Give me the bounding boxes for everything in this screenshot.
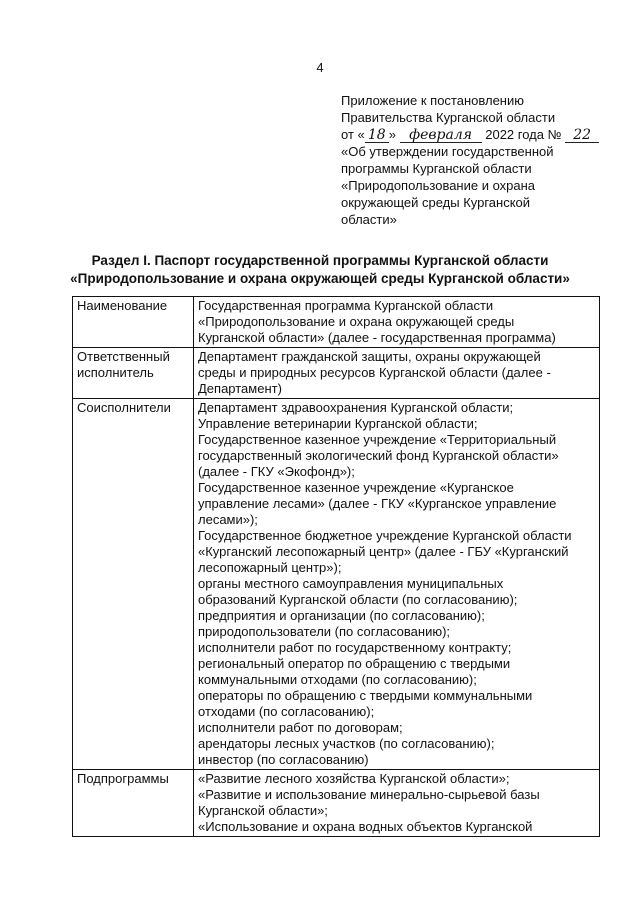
appendix-title-line: программы Курганской области	[341, 161, 532, 176]
passport-table	[72, 296, 600, 837]
section-title	[40, 252, 600, 288]
value-line: «Природопользование и охрана окружающей среды	[198, 314, 515, 329]
handwritten-month: февраля	[400, 129, 482, 143]
appendix-title-line: окружающей среды Курганской	[341, 195, 531, 210]
value-line: исполнители работ по договорам;	[198, 720, 403, 735]
appendix-block	[341, 92, 631, 228]
value-line: арендаторы лесных участков (по согласованию);	[198, 736, 495, 751]
value-line: Департамент здравоохранения Курганской области;	[198, 400, 514, 415]
section-title-line: Раздел I. Паспорт государственной программы Курганской области	[91, 253, 549, 268]
value-line: операторы по обращению с твердыми коммунальными	[198, 688, 533, 703]
value-line: Департамент)	[198, 381, 282, 396]
appendix-line: Приложение к постановлению	[341, 93, 524, 108]
value-line: Государственное казенное учреждение «Курганское	[198, 480, 514, 495]
value-line: Государственная программа Курганской области	[198, 298, 494, 313]
appendix-title-line: «Об утверждении государственной	[341, 144, 554, 159]
table-row	[73, 770, 600, 837]
date-close: »	[388, 127, 396, 142]
row-label: Ответственный исполнитель	[73, 348, 194, 399]
value-line: среды и природных ресурсов Курганской области (далее -	[198, 365, 551, 380]
value-line: Государственное казенное учреждение «Территориальный	[198, 432, 557, 447]
value-line: лесами»);	[198, 512, 258, 527]
value-line: «Курганский лесопожарный центр» (далее - ГБУ «Курганский	[198, 544, 569, 559]
value-line: Курганской области» (далее - государственная программа)	[198, 330, 556, 345]
appendix-title	[341, 143, 631, 228]
value-line: «Использование и охрана водных объектов Курганской	[198, 819, 533, 834]
row-label: Подпрограммы	[73, 770, 194, 837]
appendix-title-line: области»	[341, 212, 397, 227]
value-line: лесопожарный центр»);	[198, 560, 342, 575]
page-number: 4	[316, 60, 324, 75]
table-row	[73, 297, 600, 348]
row-label: Соисполнители	[73, 399, 194, 770]
value-line: Государственное бюджетное учреждение Курганской области	[198, 528, 572, 543]
row-value	[194, 348, 600, 399]
value-line: отходами (по согласованию);	[198, 704, 375, 719]
row-value	[194, 297, 600, 348]
value-line: региональный оператор по обращению с твердыми	[198, 656, 511, 671]
appendix-line: Правительства Курганской области	[341, 110, 556, 125]
value-line: «Развитие и использование минерально-сырьевой базы	[198, 787, 540, 802]
row-value	[194, 770, 600, 837]
table-row	[73, 348, 600, 399]
value-line: Курганской области»;	[198, 803, 328, 818]
value-line: (далее - ГКУ «Экофонд»);	[198, 464, 355, 479]
value-line: Управление ветеринарии Курганской области;	[198, 416, 478, 431]
value-line: органы местного самоуправления муниципальных	[198, 576, 504, 591]
value-line: «Развитие лесного хозяйства Курганской области»;	[198, 771, 510, 786]
appendix-date-line	[341, 126, 631, 143]
row-value	[194, 399, 600, 770]
value-line: образований Курганской области (по согласованию);	[198, 592, 518, 607]
date-year: 2022 года №	[485, 127, 562, 142]
value-line: коммунальными отходами (по согласованию);	[198, 672, 477, 687]
table-row	[73, 399, 600, 770]
appendix-title-line: «Природопользование и охрана	[341, 178, 536, 193]
handwritten-doc-number: 22	[565, 129, 599, 143]
value-line: предприятия и организации (по согласованию);	[198, 608, 485, 623]
value-line: инвестор (по согласованию)	[198, 752, 369, 767]
section-title-line: «Природопользование и охрана окружающей среды Курганской области»	[70, 271, 570, 286]
value-line: природопользователи (по согласованию);	[198, 624, 451, 639]
value-line: исполнители работ по государственному контракту;	[198, 640, 512, 655]
value-line: государственный экологический фонд Курганской области»	[198, 448, 559, 463]
value-line: управление лесами» (далее - ГКУ «Курганское управление	[198, 496, 557, 511]
value-line: Департамент гражданской защиты, охраны окружающей	[198, 349, 541, 364]
row-label: Наименование	[73, 297, 194, 348]
date-prefix: от «	[341, 127, 365, 142]
handwritten-day: 18	[365, 129, 389, 143]
